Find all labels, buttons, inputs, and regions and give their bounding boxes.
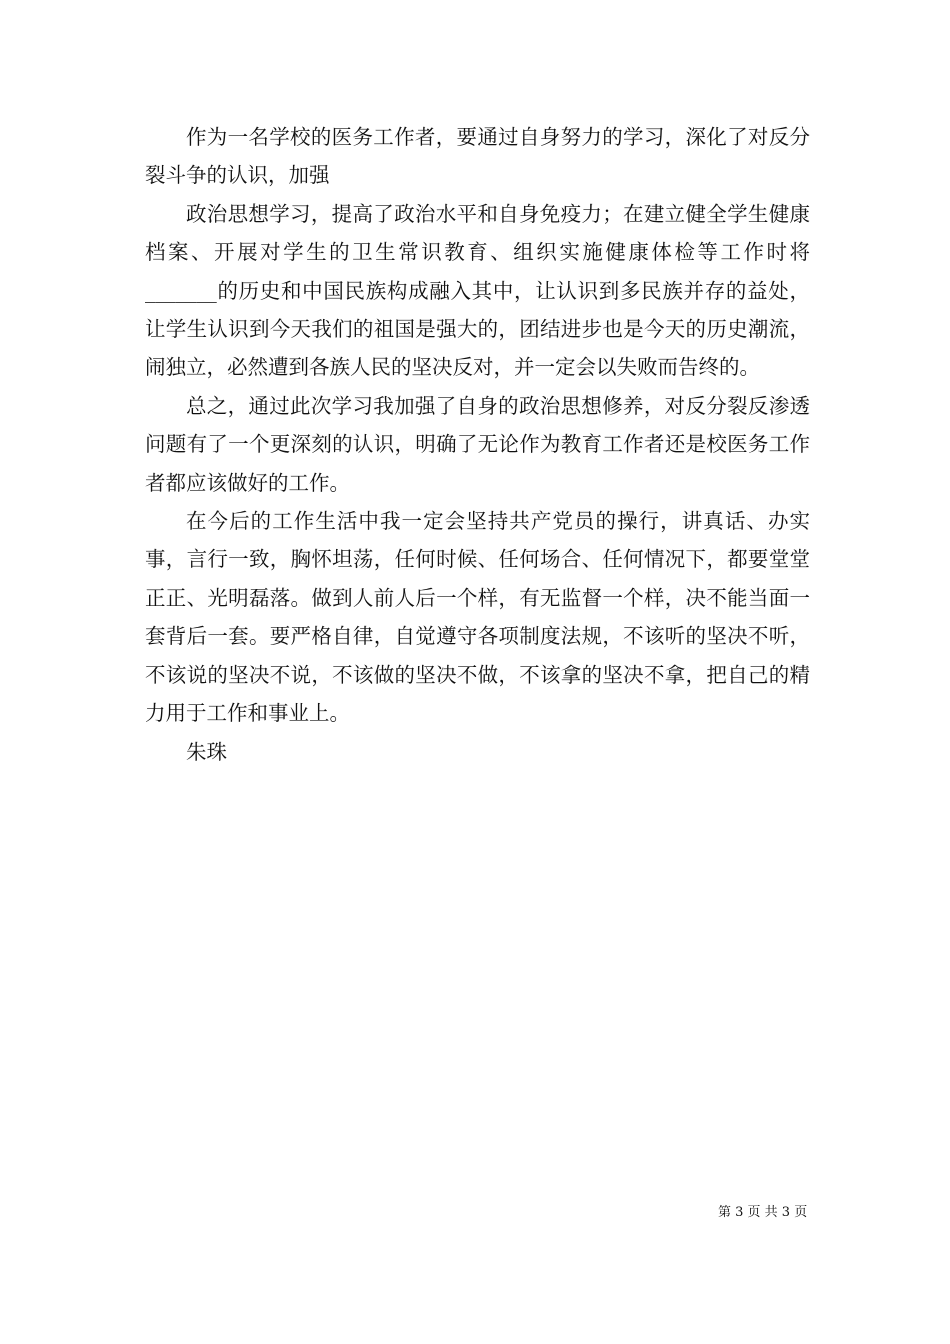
- document-body: [145, 118, 810, 771]
- paragraph-2: 政治思想学习，提高了政治水平和自身免疫力；在建立健全学生健康档案、开展对学生的卫生常识教育、组织实施健康体检等工作时将_______的历史和中国民族构成融入其中，让认识到多民族并存的益处，让学生认识到今天我们的祖国是强大的，团结进步也是今天的历史潮流，闹独立，必然遭到各族人民的坚决反对，并一定会以失败而告终的。: [145, 201, 810, 380]
- page-number: 第 3 页 共 3 页: [718, 1205, 808, 1220]
- paragraph-4: 在今后的工作生活中我一定会坚持共产党员的操行，讲真话、办实事，言行一致，胸怀坦荡，任何时候、任何场合、任何情况下，都要堂堂正正、光明磊落。做到人前人后一个样，有无监督一个样，决不能当面一套背后一套。要严格自律，自觉遵守各项制度法规，不该听的坚决不听，不该说的坚决不说，不该做的坚决不做，不该拿的坚决不拿，把自己的精力用于工作和事业上。: [145, 509, 810, 726]
- signature: 朱珠: [186, 739, 227, 764]
- paragraph-1: 作为一名学校的医务工作者，要通过自身努力的学习，深化了对反分裂斗争的认识，加强: [145, 125, 810, 188]
- paragraph-3: 总之，通过此次学习我加强了自身的政治思想修养，对反分裂反渗透问题有了一个更深刻的认识，明确了无论作为教育工作者还是校医务工作者都应该做好的工作。: [145, 393, 810, 495]
